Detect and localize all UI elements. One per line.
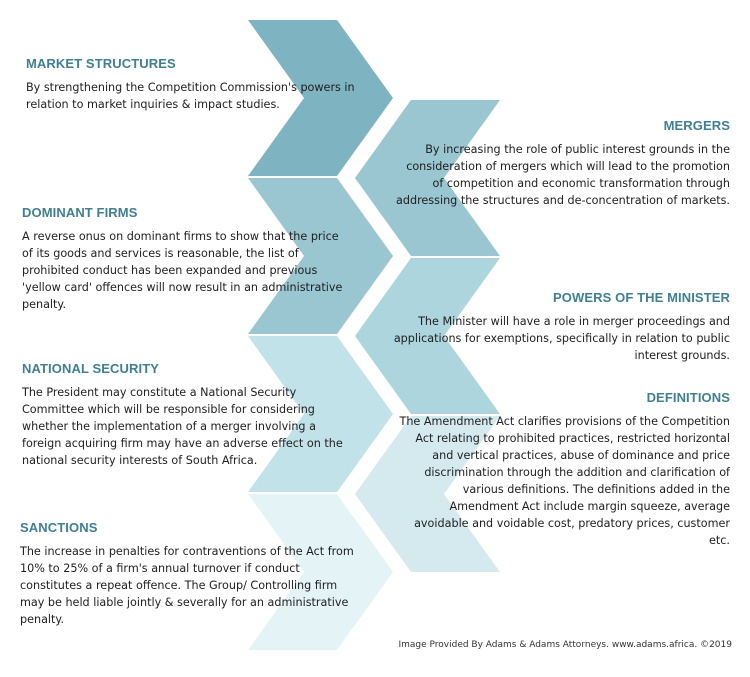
heading-sanctions: SANCTIONS: [20, 520, 98, 535]
section-mergers: [392, 118, 730, 209]
image-credit: Image Provided By Adams & Adams Attorneys. www.adams.africa. ©2019: [398, 640, 732, 650]
heading-powers-of-the-minister: POWERS OF THE MINISTER: [553, 290, 730, 305]
heading-national-security: NATIONAL SECURITY: [22, 361, 160, 376]
section-definitions: [392, 390, 730, 549]
heading-definitions: DEFINITIONS: [646, 390, 730, 405]
text-market-structures: By strengthening the Competition Commission's powers in relation to market inquiries & impact studies.: [26, 81, 355, 111]
text-national-security: The President may constitute a National Security Committee which will be responsible for considering whether the implementation of a merger involving a foreign acquiring firm may have an adverse effect on the national security interests of South Africa.: [22, 386, 343, 467]
section-powers-of-the-minister: [392, 290, 730, 364]
text-definitions: The Amendment Act clarifies provisions of the Competition Act relating to prohibited practices, restricted horizontal and vertical practices, abuse of dominance and price discrimination through the addition and clarification of various definitions. The definitions added in the Amendment Act include margin squeeze, average avoidable and voidable cost, predatory prices, customer etc.: [399, 415, 730, 547]
heading-market-structures: MARKET STRUCTURES: [26, 56, 176, 71]
text-sanctions: The increase in penalties for contraventions of the Act from 10% to 25% of a firm's annual turnover if conduct constitutes a repeat offence. The Group/ Controlling firm may be held liable jointly & severally for an administrative penalty.: [20, 545, 354, 626]
section-market-structures: [26, 56, 356, 113]
section-sanctions: [20, 520, 365, 628]
section-national-security: [22, 361, 352, 469]
text-powers-of-the-minister: The Minister will have a role in merger proceedings and applications for exemptions, specifically in relation to public interest grounds.: [393, 315, 730, 362]
text-dominant-firms: A reverse onus on dominant firms to show that the price of its goods and services is reasonable, the list of prohibited conduct has been expanded and previous 'yellow card' offences will now result in an administrative penalty.: [22, 230, 343, 311]
heading-mergers: MERGERS: [663, 118, 730, 133]
text-mergers: By increasing the role of public interest grounds in the consideration of mergers which will lead to the promotion of competition and economic transformation through addressing the structures and de-concentration of markets.: [396, 143, 730, 207]
section-dominant-firms: [22, 205, 352, 313]
heading-dominant-firms: DOMINANT FIRMS: [22, 205, 138, 220]
